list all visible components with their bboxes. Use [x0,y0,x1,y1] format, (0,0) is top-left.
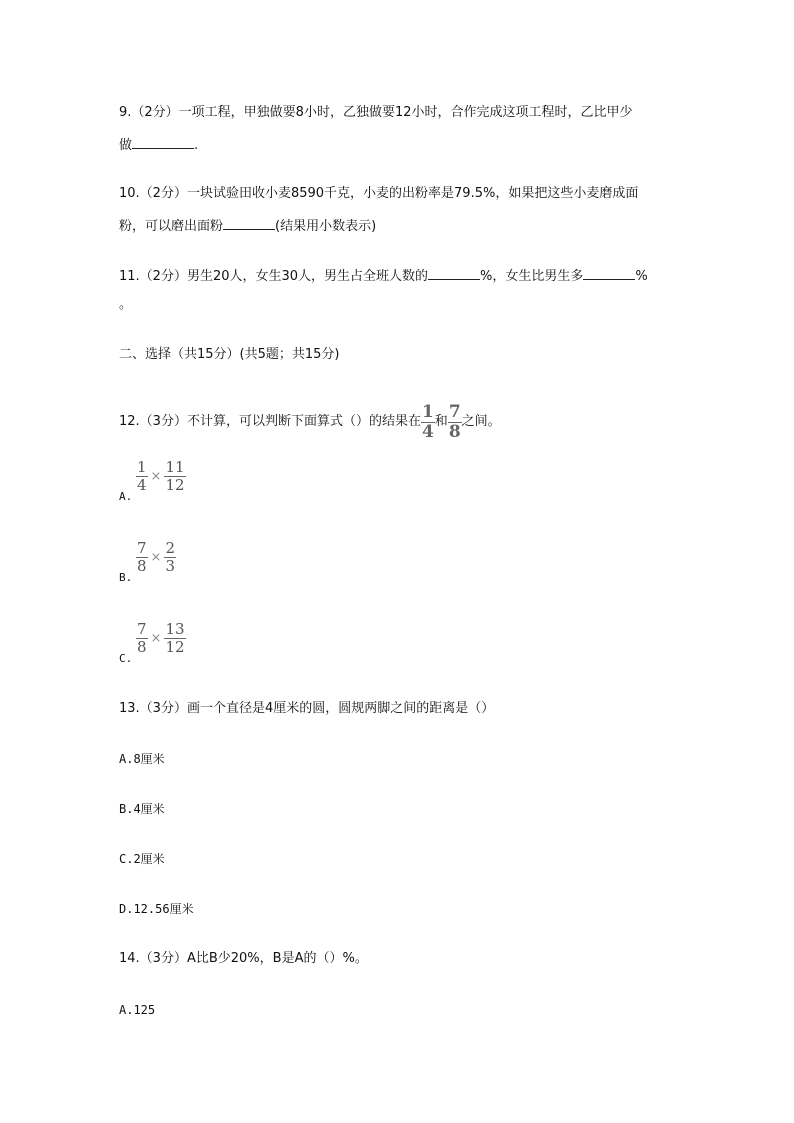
fraction-numerator: 1 [421,401,434,422]
q12-stem [119,402,501,442]
fraction-denominator: 4 [137,476,147,494]
q14-option-a[interactable]: A.125 [119,1003,156,1017]
q13-option-b[interactable]: B.4厘米 [119,802,165,816]
q14-stem: 14.（3分）A比B少20%，B是A的（）%。 [119,951,368,966]
fraction-numerator: 11 [165,458,185,476]
fraction-left [136,460,148,493]
fraction-denominator: 12 [165,476,185,494]
q12-stem-suffix: 之间。 [461,414,501,429]
q9-line1: 9.（2分）一项工程，甲独做要8小时，乙独做要12小时，合作完成这项工程时，乙比甲少 [119,105,633,120]
option-label: C. [119,652,133,665]
q11-part3: % [635,269,648,284]
fraction-denominator: 8 [137,557,147,575]
q12-fraction-a [421,401,435,442]
q11-line2: 。 [119,297,133,312]
q10-line2-suffix: (结果用小数表示) [275,219,377,234]
q12-stem-prefix: 12.（3分）不计算，可以判断下面算式（）的结果在 [119,414,421,429]
fraction-numerator: 13 [165,620,185,638]
q10-line2-prefix: 粉，可以磨出面粉 [119,219,224,234]
q12-option-a[interactable] [119,460,319,504]
q13-stem: 13.（3分）画一个直径是4厘米的圆，圆规两脚之间的距离是（） [119,701,495,716]
option-label: A. [119,490,133,503]
times-sign: × [150,631,162,646]
q9-line2-prefix: 做 [119,138,133,153]
option-label: B. [119,571,133,584]
q11-answer-blank-2[interactable] [583,266,635,280]
q10-line1: 10.（2分）一块试验田收小麦8590千克，小麦的出粉率是79.5%，如果把这些小麦磨成面 [119,186,639,201]
fraction-denominator: 4 [421,421,434,442]
q12-option-b[interactable] [119,541,319,585]
fraction-right [164,541,176,574]
fraction-denominator: 8 [137,638,147,656]
fraction-numerator: 7 [137,539,147,557]
q10-answer-blank[interactable] [223,216,275,230]
q9-answer-blank[interactable] [132,135,194,149]
section-2-title: 二、选择（共15分）(共5题；共15分) [119,347,340,362]
q13-option-c[interactable]: C.2厘米 [119,852,165,866]
times-sign: × [150,550,162,565]
q11-line1 [119,266,648,286]
q13-option-a[interactable]: A.8厘米 [119,752,165,766]
fraction-numerator: 7 [448,401,461,422]
fraction-denominator: 3 [165,557,175,575]
fraction-left [136,622,148,655]
fraction-right [164,460,185,493]
q12-fraction-b [448,401,462,442]
q9-line2 [119,135,198,155]
option-expression [136,622,186,655]
option-expression [136,460,186,493]
fraction-left [136,541,148,574]
q12-option-c[interactable] [119,622,319,666]
q12-and: 和 [434,414,448,429]
fraction-denominator: 8 [448,421,461,442]
q13-option-d[interactable]: D.12.56厘米 [119,902,194,916]
fraction-denominator: 12 [165,638,185,656]
option-expression [136,541,176,574]
fraction-numerator: 2 [165,539,175,557]
fraction-numerator: 7 [137,620,147,638]
fraction-right [164,622,185,655]
times-sign: × [150,469,162,484]
q10-line2 [119,216,376,236]
q11-answer-blank-1[interactable] [428,266,480,280]
q9-line2-suffix: . [194,138,199,153]
q11-part2: %，女生比男生多 [480,269,584,284]
q11-part1: 11.（2分）男生20人，女生30人，男生占全班人数的 [119,269,429,284]
fraction-numerator: 1 [137,458,147,476]
